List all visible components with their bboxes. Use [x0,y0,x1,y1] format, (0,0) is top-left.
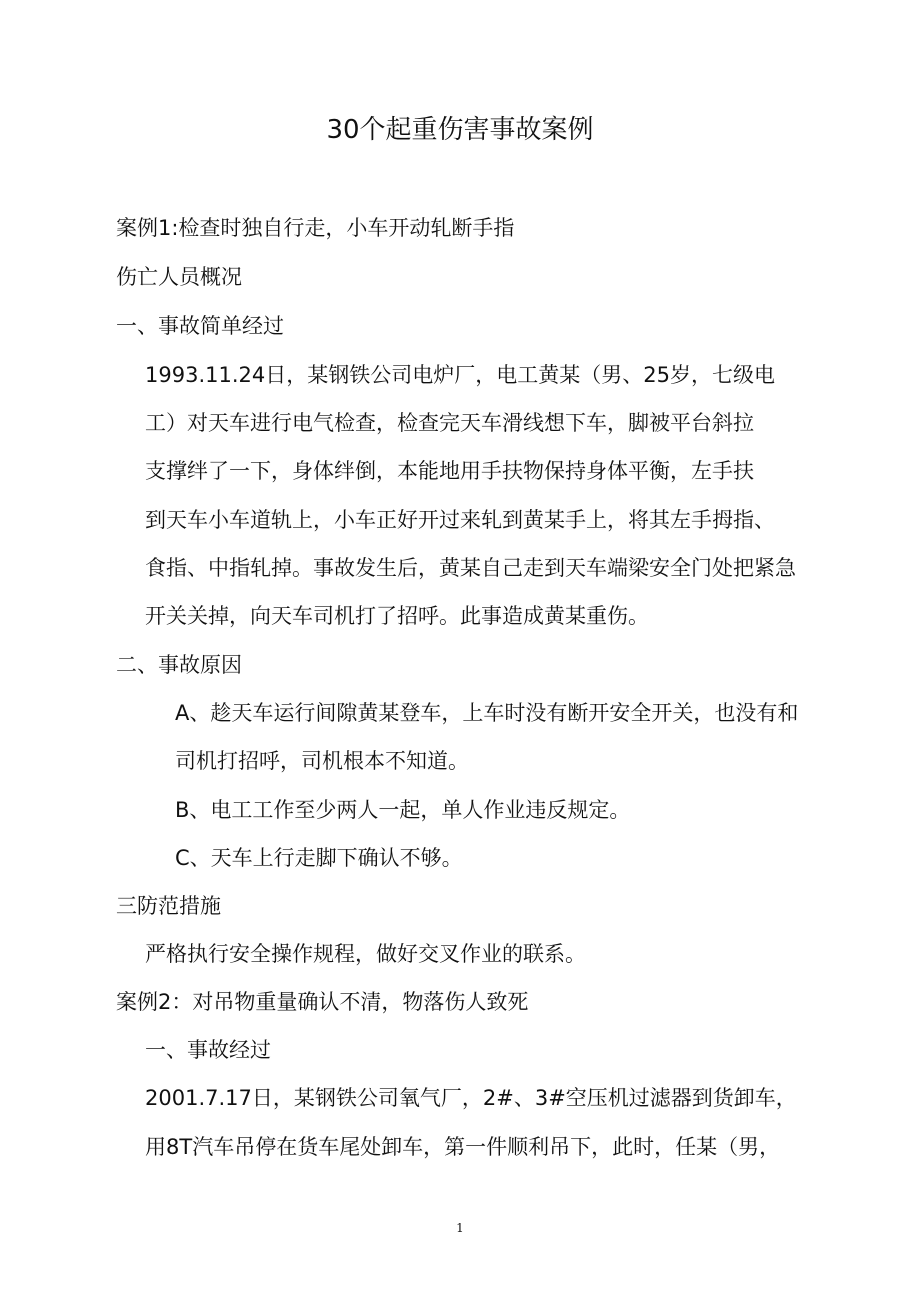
case-2-heading: 案例2：对吊物重量确认不清，物落伤人致死 [116,990,529,1014]
paragraph-line: 到天车小车道轨上，小车正好开过来轧到黄某手上，将其左手拇指、 [145,508,775,532]
case-1-heading: 案例1:检查时独自行走，小车开动轧断手指 [116,216,515,240]
section-heading: 一、事故简单经过 [116,314,284,338]
list-item-continuation: 司机打招呼，司机根本不知道。 [175,749,469,773]
paragraph-line: 1993.11.24日，某钢铁公司电炉厂，电工黄某（男、25岁，七级电 [145,363,775,387]
paragraph-line: 食指、中指轧掉。事故发生后，黄某自己走到天车端梁安全门处把紧急 [145,556,796,580]
paragraph-line: 支撑绊了一下，身体绊倒，本能地用手扶物保持身体平衡，左手扶 [145,459,754,483]
section-heading: 二、事故原因 [116,653,242,677]
paragraph-line: 用8T汽车吊停在货车尾处卸车，第一件顺利吊下，此时，任某（男， [145,1135,781,1159]
list-item: C、天车上行走脚下确认不够。 [175,846,463,870]
document-title: 30个起重伤害事故案例 [326,115,594,145]
paragraph-line: 工）对天车进行电气检查，检查完天车滑线想下车，脚被平台斜拉 [145,411,754,435]
list-item: A、趁天车运行间隙黄某登车，上车时没有断开安全开关，也没有和 [175,701,799,725]
page-number: 1 [456,1221,464,1235]
paragraph-line: 2001.7.17日，某钢铁公司氧气厂，2#、3#空压机过滤器到货卸车， [145,1086,797,1110]
section-heading: 三防范措施 [116,894,221,918]
paragraph-line: 开关关掉，向天车司机打了招呼。此事造成黄某重伤。 [145,604,649,628]
paragraph-line: 严格执行安全操作规程，做好交叉作业的联系。 [145,942,586,966]
list-item: B、电工工作至少两人一起，单人作业违反规定。 [175,798,631,822]
section-heading: 一、事故经过 [145,1038,271,1062]
casualty-overview-heading: 伤亡人员概况 [116,265,242,289]
